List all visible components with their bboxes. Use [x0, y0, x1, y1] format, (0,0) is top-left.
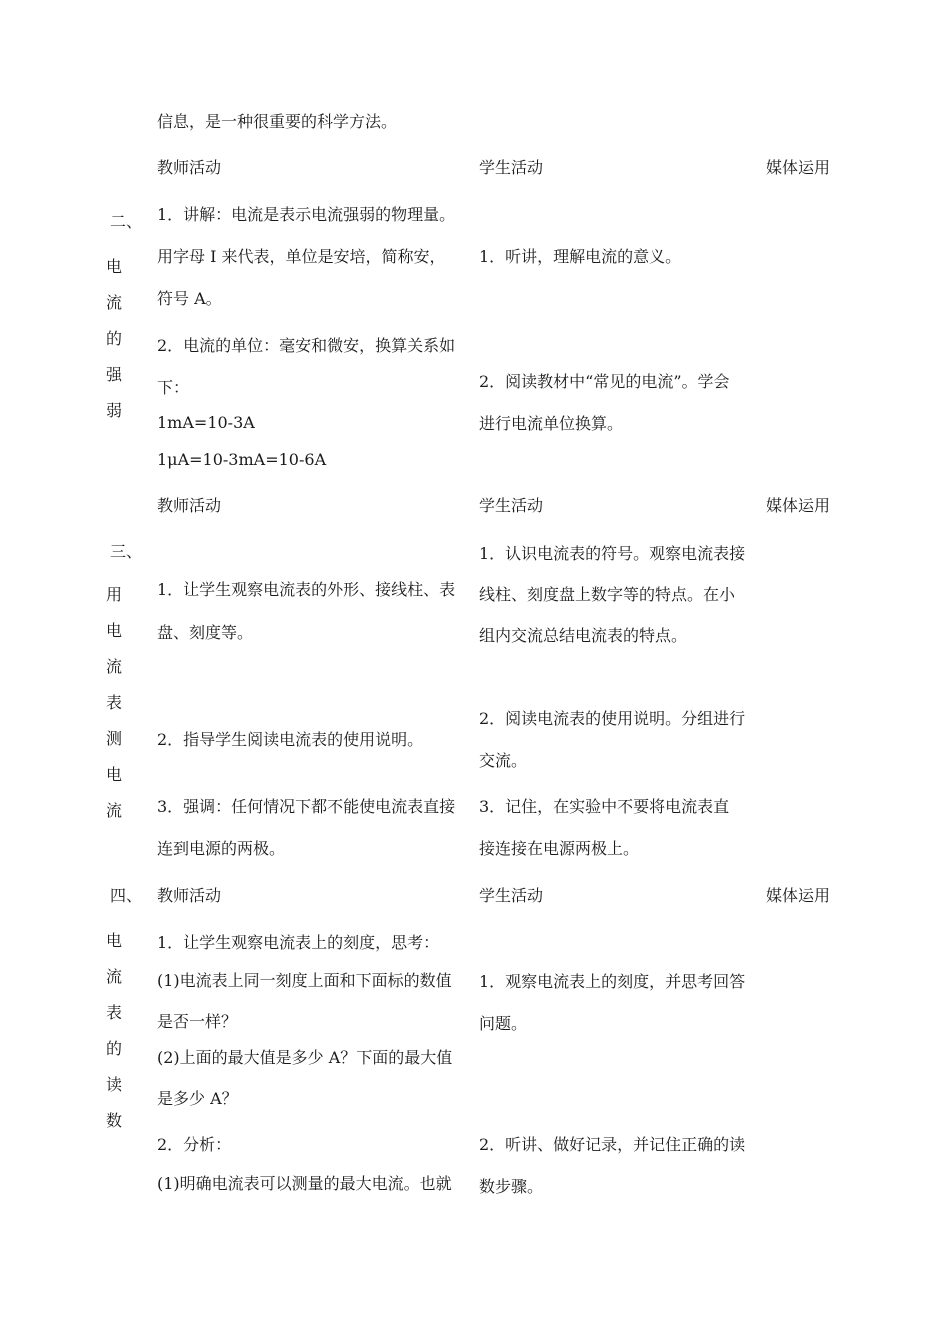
- section2-label-2: 流: [105, 293, 122, 312]
- header-media: 媒体运用: [766, 886, 831, 905]
- section4-label-3: 表: [105, 1003, 122, 1022]
- s2-teacher-line: 2．电流的单位：毫安和微安，换算关系如: [157, 336, 456, 355]
- s2-teacher-line: 1mA=10-3A: [157, 413, 255, 432]
- section2-label-0: 二、: [110, 212, 143, 231]
- section3-label-7: 流: [105, 801, 122, 820]
- section4-label-5: 读: [105, 1075, 122, 1094]
- section4-label-1: 电: [105, 931, 122, 950]
- s4-student-line: 1．观察电流表上的刻度，并思考回答: [479, 972, 746, 991]
- s3-teacher-line: 2．指导学生阅读电流表的使用说明。: [157, 730, 424, 749]
- s2-student-line: 进行电流单位换算。: [479, 414, 624, 433]
- section3-label-4: 表: [105, 693, 122, 712]
- s3-student-line: 交流。: [479, 751, 528, 770]
- section4-label-2: 流: [105, 967, 122, 986]
- s3-student-line: 组内交流总结电流表的特点。: [479, 626, 688, 645]
- section3-label-5: 测: [105, 729, 122, 748]
- s3-teacher-line: 3．强调：任何情况下都不能使电流表直接: [157, 797, 456, 816]
- s3-student-line: 1．认识电流表的符号。观察电流表接: [479, 544, 746, 563]
- s4-student-line: 问题。: [479, 1014, 528, 1033]
- s2-teacher-line: 下：: [157, 378, 190, 397]
- intro-text: 信息，是一种很重要的科学方法。: [157, 112, 398, 131]
- section2-label-4: 强: [105, 365, 122, 384]
- s3-student-line: 3．记住，在实验中不要将电流表直: [479, 797, 730, 816]
- s4-teacher-line: 1．让学生观察电流表上的刻度，思考：: [157, 933, 440, 952]
- s3-teacher-line: 连到电源的两极。: [157, 839, 286, 858]
- section3-label-1: 用: [105, 585, 122, 604]
- s4-teacher-line: (2)上面的最大值是多少 A？下面的最大值: [157, 1048, 453, 1067]
- section4-label-4: 的: [105, 1039, 122, 1058]
- s2-student-line: 1．听讲，理解电流的意义。: [479, 247, 682, 266]
- s4-teacher-line: 是多少 A？: [157, 1089, 238, 1108]
- section2-label-3: 的: [105, 329, 122, 348]
- section3-label-6: 电: [105, 765, 122, 784]
- s3-student-line: 2．阅读电流表的使用说明。分组进行: [479, 709, 746, 728]
- section3-label-2: 电: [105, 621, 122, 640]
- header-student: 学生活动: [479, 158, 544, 177]
- header-student: 学生活动: [479, 886, 544, 905]
- s3-teacher-line: 盘、刻度等。: [157, 623, 254, 642]
- s4-teacher-line: (1)电流表上同一刻度上面和下面标的数值: [157, 971, 452, 990]
- section3-label-0: 三、: [110, 542, 143, 561]
- s2-teacher-line: 1μA=10-3mA=10-6A: [157, 450, 327, 469]
- s4-teacher-line: (1)明确电流表可以测量的最大电流。也就: [157, 1174, 452, 1193]
- s3-student-line: 接连接在电源两极上。: [479, 839, 640, 858]
- header-teacher: 教师活动: [157, 496, 222, 515]
- header-teacher: 教师活动: [157, 886, 222, 905]
- section4-label-6: 数: [105, 1111, 122, 1130]
- header-student: 学生活动: [479, 496, 544, 515]
- s2-teacher-line: 符号 A。: [157, 289, 222, 308]
- s2-teacher-line: 1．讲解：电流是表示电流强弱的物理量。: [157, 205, 456, 224]
- s4-student-line: 2．听讲、做好记录，并记住正确的读: [479, 1135, 746, 1154]
- s2-teacher-line: 用字母 I 来代表，单位是安培，简称安，: [157, 247, 446, 266]
- section2-label-5: 弱: [105, 401, 122, 420]
- s3-teacher-line: 1．让学生观察电流表的外形、接线柱、表: [157, 580, 456, 599]
- s3-student-line: 线柱、刻度盘上数字等的特点。在小: [479, 585, 736, 604]
- s2-student-line: 2．阅读教材中“常见的电流”。学会: [479, 372, 730, 391]
- header-media: 媒体运用: [766, 158, 831, 177]
- header-teacher: 教师活动: [157, 158, 222, 177]
- s4-student-line: 数步骤。: [479, 1177, 544, 1196]
- section4-label-0: 四、: [110, 886, 143, 905]
- section3-label-3: 流: [105, 657, 122, 676]
- section2-label-1: 电: [105, 257, 122, 276]
- s4-teacher-line: 是否一样？: [157, 1012, 238, 1031]
- s4-teacher-line: 2．分析：: [157, 1135, 232, 1154]
- header-media: 媒体运用: [766, 496, 831, 515]
